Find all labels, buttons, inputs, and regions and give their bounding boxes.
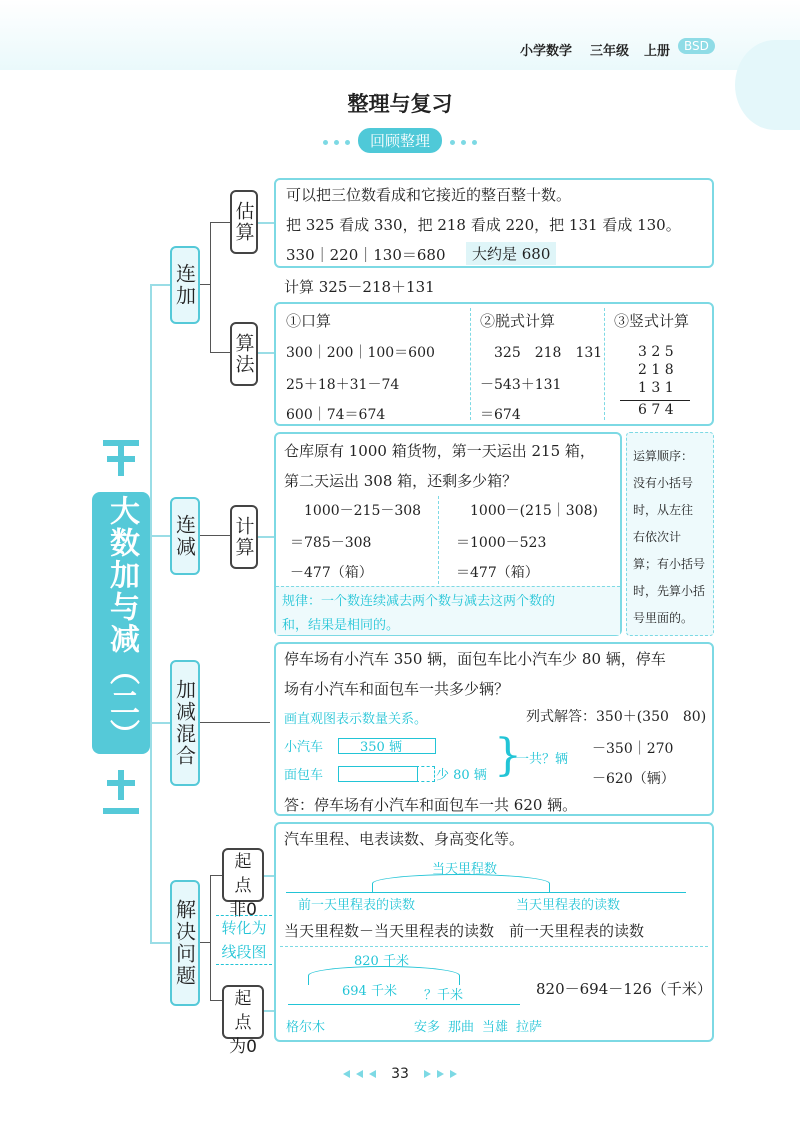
bracket-jiejue [210, 875, 211, 1000]
subtract-q2: 第二天运出 308 箱，还剩多少箱？ [284, 472, 518, 490]
van-bar [338, 766, 418, 782]
place-label: 格尔木 [286, 1020, 326, 1035]
place-label: 拉萨 [516, 1020, 543, 1035]
mixed-formula-label: 列式解答：350＋(350 80) [526, 709, 707, 725]
tree-branch-lianjian [150, 535, 170, 537]
estimate-line1: 可以把三位数看成和它接近的整百整十数。 [286, 186, 572, 204]
solve-km-unknown: ？千米 [424, 988, 464, 1003]
node-jiajianhunhe: 加减混合 [170, 660, 200, 786]
solve-box [274, 822, 714, 1042]
order-note-line: 时，先算小括 [633, 584, 706, 598]
method2-line1: 325 218 131 [494, 345, 603, 361]
solve-left-label: 前一天里程表的读数 [298, 898, 416, 913]
big-title: 大数加与减（二） [92, 492, 150, 754]
solve-km-part: 694 千米 [342, 984, 397, 999]
mixed-formula-line3: －620（辆） [592, 771, 675, 787]
total-label: 一共？辆 [516, 752, 569, 767]
subtract-a-line2: ＝785－308 [290, 535, 372, 551]
method1-line3: 600｜74＝674 [286, 407, 386, 423]
order-note-line: 右依次计 [633, 530, 682, 544]
solve-km-total: 820 千米 [354, 954, 409, 969]
place-label: 当雄 [482, 1020, 509, 1035]
method1-line1: 300｜200｜100＝600 [286, 345, 435, 361]
section-pill-row [300, 128, 500, 153]
subtract-b-line3: ＝477（箱） [456, 565, 539, 581]
node-lianjia: 连加 [170, 246, 200, 324]
solve-top-arc [372, 874, 550, 893]
method3-line4: 6 7 4 [638, 402, 674, 418]
estimate-line3: 330｜220｜130＝680 [286, 246, 446, 264]
header-volume: 上册 [644, 44, 671, 59]
method2-line3: ＝674 [480, 407, 521, 423]
solve-line-segment-1 [286, 892, 686, 893]
header-wave [0, 0, 800, 70]
solve-formula2: 820－694－126（千米） [536, 980, 712, 998]
method-divider-2 [604, 308, 605, 420]
mixed-answer: 答：停车场有小汽车和面包车一共 620 辆。 [284, 796, 578, 814]
car-value: 350 辆 [360, 740, 402, 755]
header-subject: 小学数学 [520, 44, 573, 59]
subtract-q1: 仓库原有 1000 箱货物，第一天运出 215 箱， [284, 442, 595, 460]
header-badge: BSD [678, 38, 715, 54]
vertical-calc-rule [620, 400, 690, 401]
solve-line-segment-2 [288, 1004, 520, 1005]
place-label: 安多 [414, 1020, 441, 1035]
order-note-line: 运算顺序： [633, 449, 694, 463]
node-jisuan: 计算 [230, 505, 258, 569]
place-label: 那曲 [448, 1020, 475, 1035]
subtract-a-line1: 1000－215－308 [304, 503, 422, 519]
estimate-line2: 把 325 看成 330，把 218 看成 220，把 131 看成 130。 [286, 216, 681, 234]
subtract-box [274, 432, 622, 636]
mixed-hint: 画直观图表示数量关系。 [284, 712, 428, 727]
order-note-line: 没有小括号 [633, 476, 694, 490]
subtract-a-line3: －477（箱） [290, 565, 373, 581]
mixed-box [274, 642, 714, 816]
van-less-dashed [416, 766, 435, 782]
total-brace: } [494, 730, 522, 781]
calc-label: 计算 325－218＋131 [284, 278, 435, 296]
methods-box [274, 302, 714, 426]
tree-trunk [150, 284, 152, 944]
mixed-q2: 场有小汽车和面包车一共多少辆？ [284, 680, 510, 698]
big-title-top-decor [103, 440, 139, 476]
tree-branch-lianjia [150, 284, 170, 286]
node-gusuan: 估算 [230, 190, 258, 254]
method1-title: ①口算 [286, 312, 332, 330]
method1-line2: 25＋18＋31－74 [286, 377, 400, 393]
tree-branch-jiejue [150, 942, 170, 944]
solve-separator [280, 946, 708, 947]
node-suanfa: 算法 [230, 322, 258, 386]
subtract-rule1: 规律：一个数连续减去两个数与减去这两个数的 [282, 594, 556, 609]
solve-right-label: 当天里程表的读数 [516, 898, 621, 913]
big-title-bottom-decor [103, 770, 139, 816]
node-lianjian: 连减 [170, 497, 200, 575]
estimate-box [274, 178, 714, 268]
section-pill: 回顾整理 [358, 128, 442, 153]
method3-title: ③竖式计算 [614, 312, 690, 330]
order-note [626, 432, 714, 636]
header-grade: 三年级 [590, 44, 630, 59]
node-qidian-fei0: 起点非0 [222, 848, 264, 902]
van-less: 少 80 辆 [436, 768, 487, 783]
method-divider-1 [470, 308, 471, 420]
subtract-b-line1: 1000－(215｜308) [470, 503, 598, 519]
method3-line3: 1 3 1 [638, 380, 674, 396]
order-note-line: 算；有小括号 [633, 557, 706, 571]
estimate-answer: 大约是 680 [466, 242, 556, 265]
page-number: 33 [391, 1066, 409, 1082]
zhuanhua-label: 转化为线段图 [216, 915, 272, 965]
node-qidian-wei0: 起点为0 [222, 985, 264, 1039]
order-note-line: 时，从左往 [633, 503, 694, 517]
tree-branch-hunhe [150, 722, 170, 724]
node-jiejue: 解决问题 [170, 880, 200, 1006]
method3-line1: 3 2 5 [638, 344, 674, 360]
bracket-lianjia [210, 222, 211, 352]
van-label: 面包车 [284, 768, 324, 783]
order-note-line: 号里面的。 [633, 611, 694, 625]
subtract-b-line2: ＝1000－523 [456, 535, 547, 551]
method3-line2: 2 1 8 [638, 362, 674, 378]
page-title: 整理与复习 [347, 92, 453, 116]
mixed-q1: 停车场有小汽车 350 辆，面包车比小汽车少 80 辆，停车 [284, 650, 666, 668]
subtract-divider [438, 496, 439, 584]
solve-top-label: 当天里程数 [432, 862, 498, 877]
method2-title: ②脱式计算 [480, 312, 556, 330]
page-footer [0, 1066, 800, 1082]
solve-formula: 当天里程数－当天里程表的读数 前一天里程表的读数 [284, 922, 645, 940]
subtract-rule2: 和，结果是相同的。 [282, 618, 400, 633]
car-label: 小汽车 [284, 740, 324, 755]
mixed-formula-line2: －350｜270 [592, 741, 674, 757]
solve-line1: 汽车里程、电表读数、身高变化等。 [284, 830, 525, 848]
method2-line2: －543＋131 [480, 377, 562, 393]
